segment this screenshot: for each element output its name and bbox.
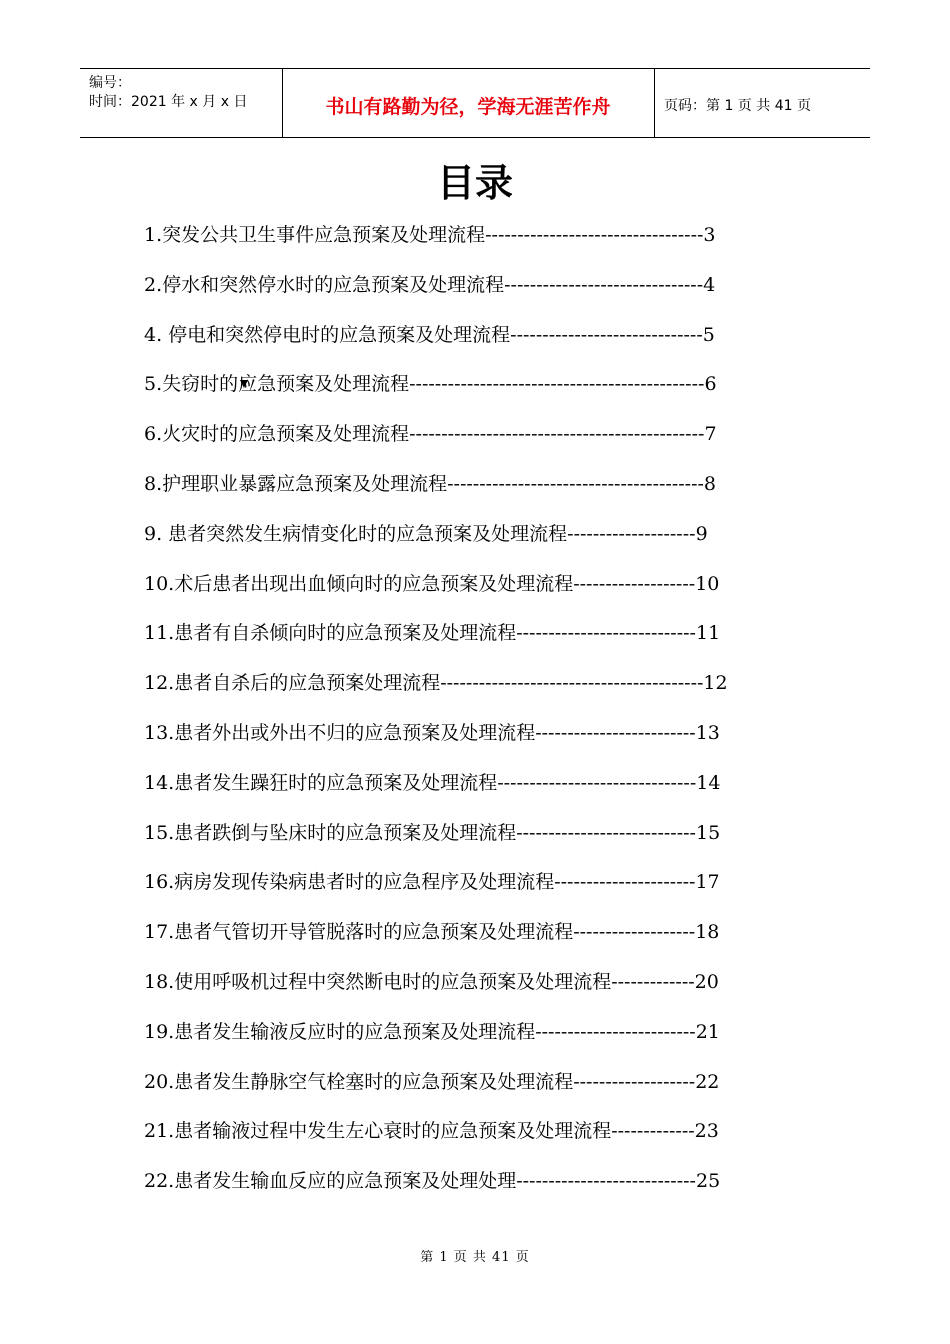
toc-entry[interactable]: 19.患者发生输液反应时的应急预案及处理流程-------------------------21: [144, 1020, 720, 1043]
toc-entry[interactable]: 6.火灾时的应急预案及处理流程----------------------------------------------7: [144, 423, 717, 446]
toc-entry[interactable]: 13.患者外出或外出不归的应急预案及处理流程-------------------------13: [144, 721, 720, 744]
toc-entry[interactable]: 20.患者发生静脉空气栓塞时的应急预案及处理流程-------------------22: [144, 1070, 720, 1093]
number-label: 编号：: [89, 75, 131, 91]
toc-entry[interactable]: 14.患者发生躁狂时的应急预案及处理流程-------------------------------14: [144, 771, 721, 794]
header-page-cell: [655, 69, 870, 137]
toc-entry[interactable]: 4. 停电和突然停电时的应急预案及处理流程------------------------------5: [144, 323, 715, 346]
header-info-cell: [80, 69, 283, 137]
page-label: 页码：第 1 页 共 41 页: [664, 98, 811, 114]
motto: 书山有路勤为径，学海无涯苦作舟: [325, 95, 611, 118]
toc-entry[interactable]: 17.患者气管切开导管脱落时的应急预案及处理流程-------------------18: [144, 921, 720, 944]
toc-entry[interactable]: 21.患者输液过程中发生左心衰时的应急预案及处理流程-------------23: [144, 1120, 719, 1143]
table-of-contents: [144, 222, 824, 1218]
text-cursor-icon: [240, 380, 248, 388]
toc-entry[interactable]: 9. 患者突然发生病情变化时的应急预案及处理流程--------------------9: [144, 522, 708, 545]
toc-entry[interactable]: 15.患者跌倒与坠床时的应急预案及处理流程----------------------------15: [144, 821, 721, 844]
toc-entry[interactable]: 18.使用呼吸机过程中突然断电时的应急预案及处理流程-------------20: [144, 970, 719, 993]
date-label: 时间：2021 年 x 月 x 日: [89, 94, 248, 110]
toc-entry[interactable]: 5.失窃时的应急预案及处理流程----------------------------------------------6: [144, 373, 717, 396]
header-table: [80, 68, 870, 138]
page-footer: 第 1 页 共 41 页: [420, 1250, 530, 1265]
toc-entry[interactable]: 11.患者有自杀倾向时的应急预案及处理流程----------------------------11: [144, 622, 721, 645]
toc-entry[interactable]: 1.突发公共卫生事件应急预案及处理流程----------------------------------3: [144, 224, 716, 246]
toc-entry[interactable]: 22.患者发生输血反应的应急预案及处理处理----------------------------25: [144, 1170, 721, 1193]
toc-entry[interactable]: 10.术后患者出现出血倾向时的应急预案及处理流程-------------------10: [144, 572, 720, 595]
page-title: 目录: [436, 161, 513, 205]
header-motto-cell: [282, 69, 655, 137]
toc-entry[interactable]: 2.停水和突然停水时的应急预案及处理流程-------------------------------4: [144, 273, 716, 296]
toc-entry[interactable]: 8.护理职业暴露应急预案及处理流程----------------------------------------8: [144, 472, 717, 495]
toc-entry[interactable]: 12.患者自杀后的应急预案处理流程-----------------------------------------12: [144, 672, 728, 695]
toc-entry[interactable]: 16.病房发现传染病患者时的应急程序及处理流程----------------------17: [144, 871, 720, 894]
